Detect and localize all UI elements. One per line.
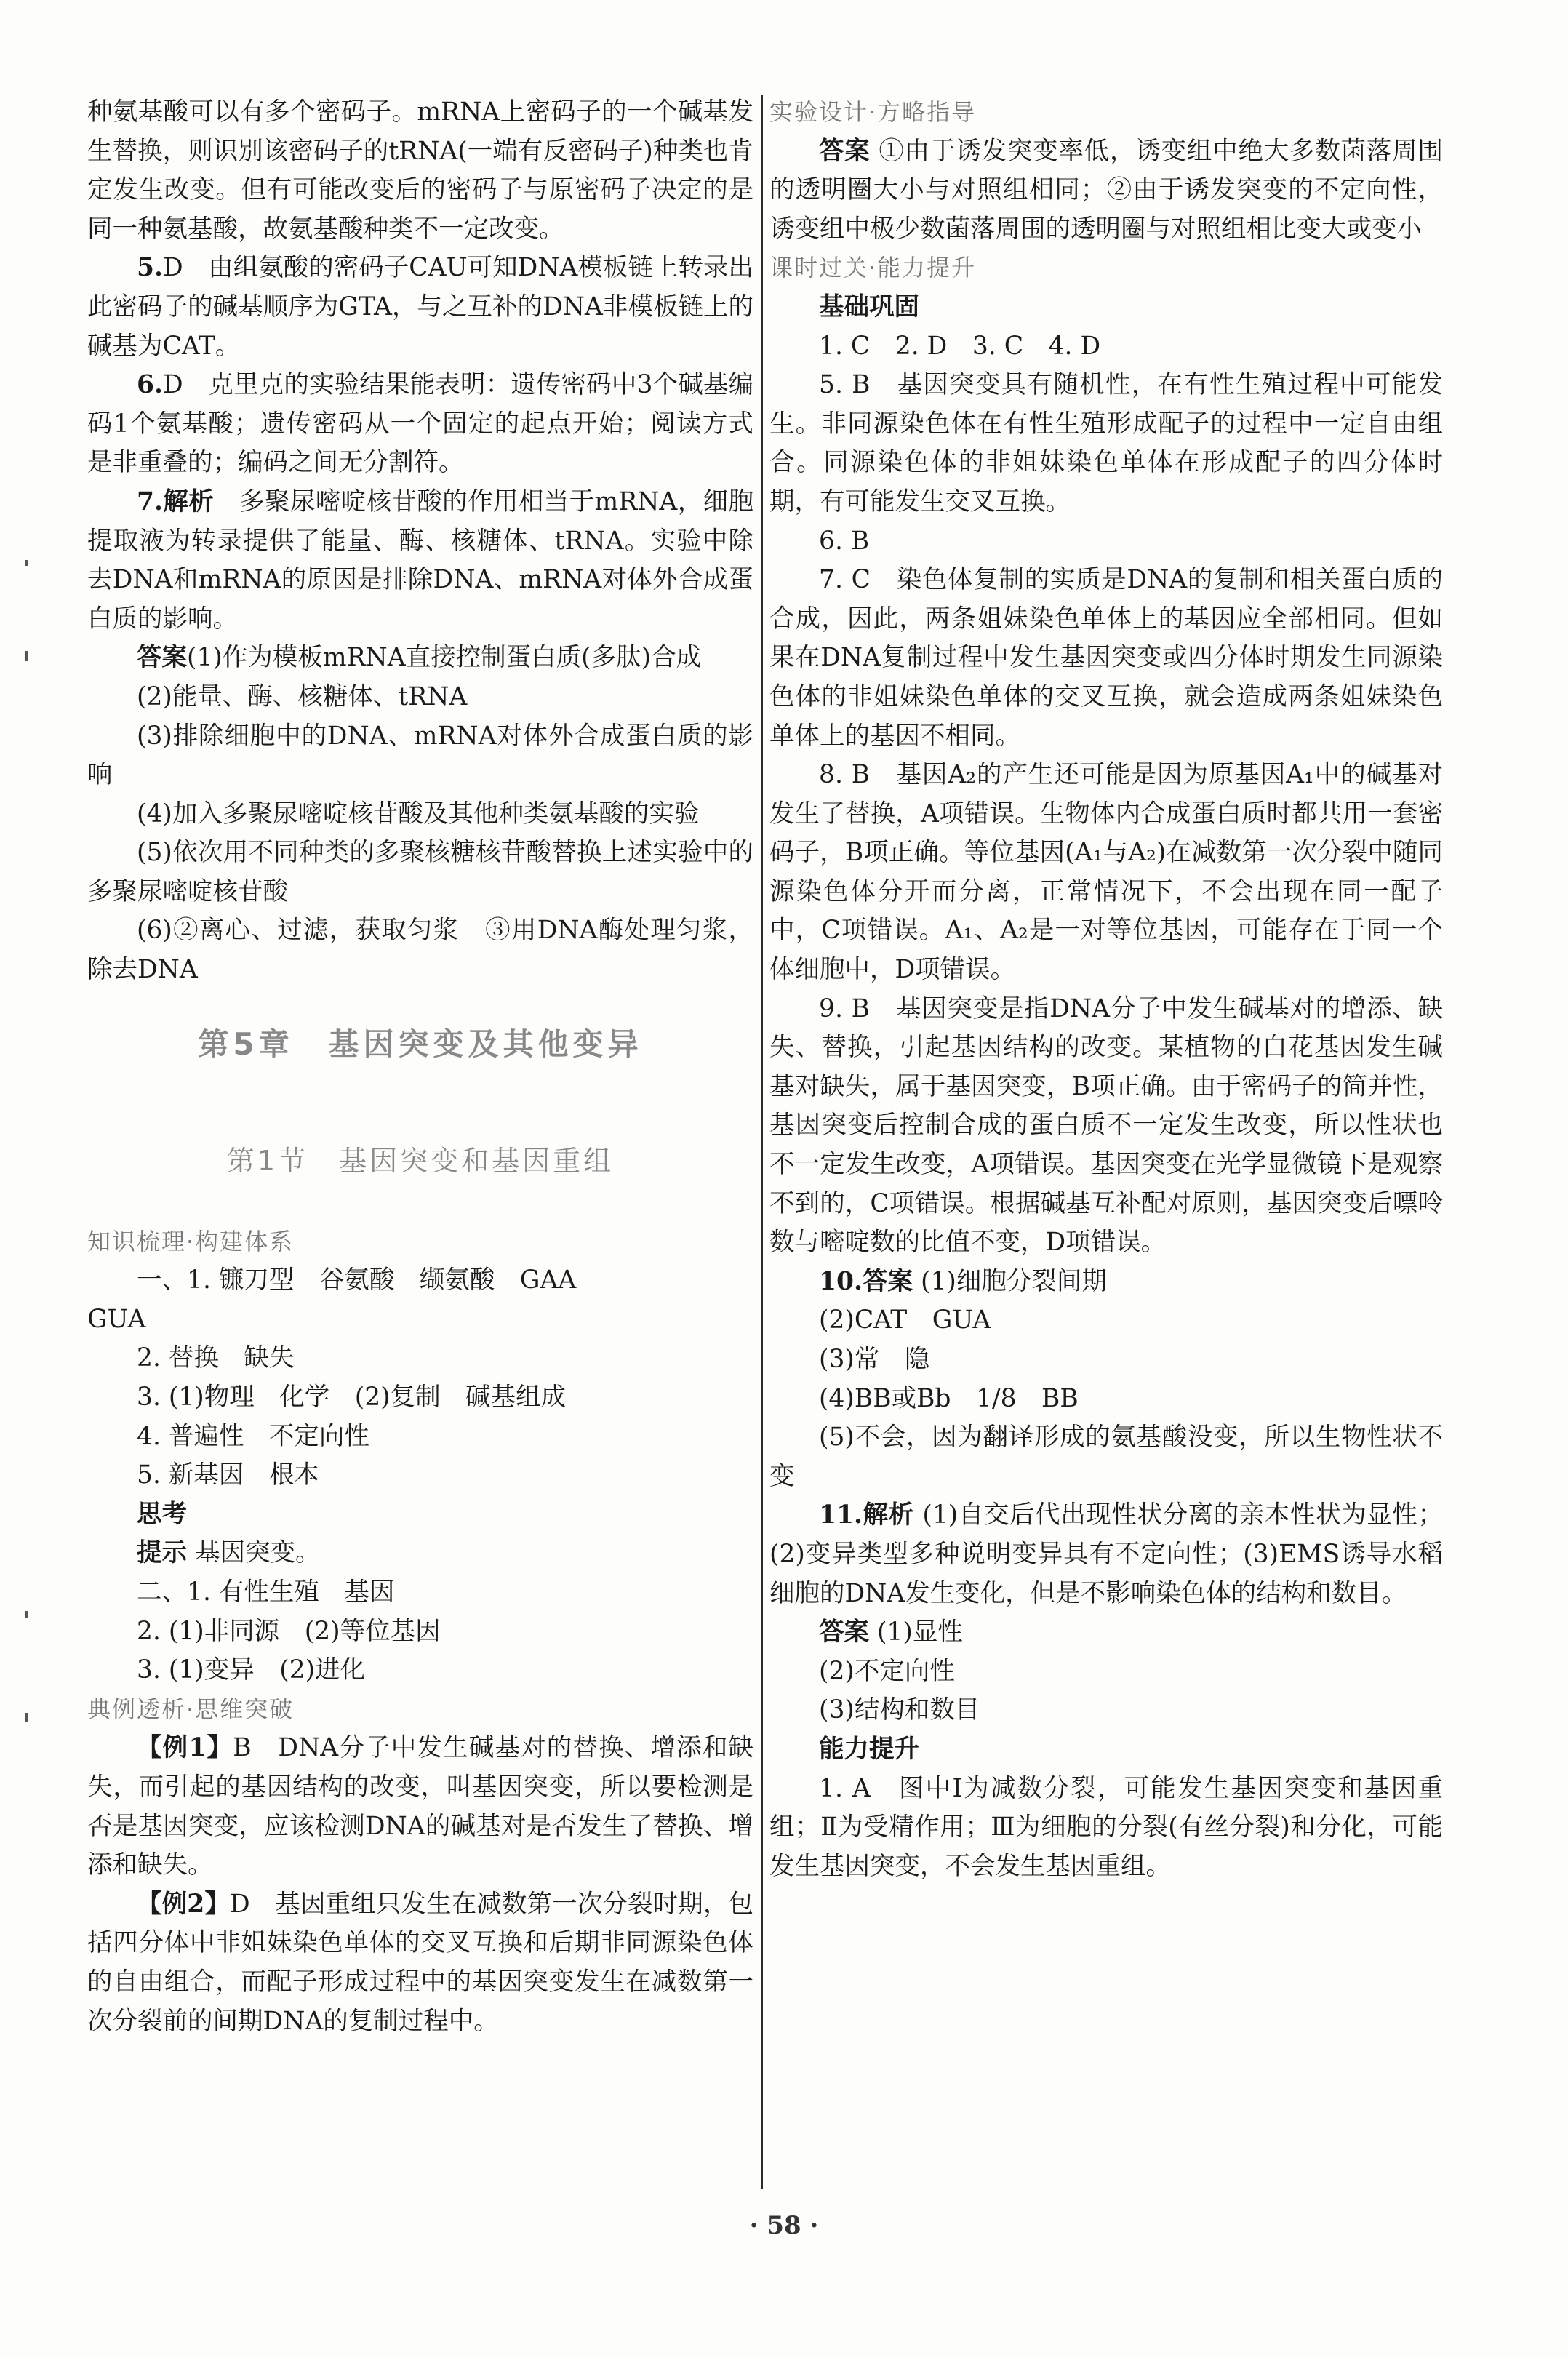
right-column [769,93,1443,1886]
example-1 [87,1729,753,1885]
answer-item: 1. A 图中Ⅰ为减数分裂，可能发生基因突变和基因重组；Ⅱ为受精作用；Ⅲ为细胞的分裂(有丝分裂)和分化，可能发生基因突变，不会发生基因重组。 [769,1773,1443,1881]
answer-line: (2)能量、酶、核糖体、tRNA [137,682,468,711]
answer-text: (1)显性 [869,1618,963,1647]
section-title: 第1节 基因突变和基因重组 [226,1144,615,1177]
answer-label: 答案 [863,1266,913,1296]
answer-item: 5. B 基因突变具有随机性，在有性生殖过程中可能发生。非同源染色体在有性生殖形成配子的过程中一定自由组合。同源染色体的非姐妹染色单体在形成配子的四分体时期，有可能发生交叉互换。 [769,370,1443,516]
answer-line: (2)不定向性 [819,1656,955,1686]
item-number: 11. [819,1500,863,1530]
answer-line: (3)排除细胞中的DNA、mRNA对体外合成蛋白质的影响 [87,721,753,790]
section-heading-after-class: 课时过关·能力提升 [769,254,977,282]
answer-item: 8. B 基因A₂的产生还可能是因为原基因A₁中的碱基对发生了替换，A项错误。生物体内合成蛋白质时都共用一套密码子，B项正确。等位基因(A₁与A₂)在减数第一次分裂中随同源染色体分开而分离，正常情况下，不会出现在同一配子中，C项错误。A₁、A₂是一对等位基因，可能存在于同一个体细胞中，D项错误。 [769,760,1443,985]
example-text: B DNA分子中发生碱基对的替换、增添和缺失，而引起的基因结构的改变，叫基因突变，所以要检测是否是基因突变，应该检测DNA的碱基对是否发生了替换、增添和缺失。 [87,1733,753,1880]
answer-item-6 [87,366,753,483]
hint-text: 基因突变。 [187,1538,321,1568]
answer-line: (3)常 隐 [819,1345,930,1374]
answer-label: 答案 [819,136,871,166]
answer-item-10 [769,1263,1443,1302]
answer-line [87,639,753,678]
knowledge-line: 4. 普遍性 不定向性 [137,1421,369,1451]
answer-item-5 [87,249,753,366]
knowledge-line: 5. 新基因 根本 [137,1460,319,1490]
knowledge-line: 2. 替换 缺失 [137,1343,295,1373]
item-number: 6. [137,370,164,400]
design-answer [769,132,1443,249]
answer-item: 1. C 2. D 3. C 4. D [819,331,1101,361]
column-divider [761,95,763,2189]
answer-label: 答案 [819,1618,869,1647]
item-text: D 由组氨酸的密码子CAU可知DNA模板链上转录出此密码子的碱基顺序为GTA，与之互补的DNA非模板链上的碱基为CAT。 [87,253,753,361]
hint-line [87,1534,753,1573]
subheading-ability: 能力提升 [819,1734,919,1764]
answer-line: (3)结构和数目 [819,1695,980,1725]
knowledge-line: 3. (1)物理 化学 (2)复制 碱基组成 [137,1383,567,1412]
answer-item: 7. C 染色体复制的实质是DNA的复制和相关蛋白质的合成，因此，两条姐妹染色单体上的基因应全部相同。但如果在DNA复制过程中发生基因突变或四分体时期发生同源染色体的非姐妹染色单体的交叉互换，就会造成两条姐妹染色单体上的基因不相同。 [769,565,1443,751]
item-number: 7. [137,487,164,516]
knowledge-line: 3. (1)变异 (2)进化 [137,1655,366,1685]
knowledge-line: 二、1. 有性生殖 基因 [137,1578,395,1607]
example-label: 【例1】 [137,1733,233,1763]
example-2 [87,1885,753,2041]
item-text: (1)自交后代出现性状分离的亲本性状为显性；(2)变异类型多种说明变异具有不定向性；(3)EMS诱导水稻细胞的DNA发生变化，但是不影响染色体的结构和数目。 [769,1500,1443,1608]
margin-mark [25,1713,28,1722]
subheading-basic: 基础巩固 [819,292,919,321]
margin-mark [25,560,28,566]
answer-line: (4)加入多聚尿嘧啶核苷酸及其他种类氨基酸的实验 [137,799,700,828]
analysis-label: 解析 [863,1500,914,1530]
answer-text: ①由于诱发突变率低，诱变组中绝大多数菌落周围的透明圈大小与对照组相同；②由于诱发突变的不定向性，诱变组中极少数菌落周围的透明圈与对照组相比变大或变小 [769,136,1444,244]
chapter-title: 第5章 基因突变及其他变异 [198,1026,643,1062]
answer-line: (4)BB或Bb 1/8 BB [819,1383,1079,1413]
answer-item: 6. B [819,526,870,556]
section-heading-design: 实验设计·方略指导 [769,98,977,126]
item-text: D 克里克的实验结果能表明：遗传密码中3个碱基编码1个氨基酸；遗传密码从一个固定的起点开始；阅读方式是非重叠的；编码之间无分割符。 [87,370,753,478]
answer-item-7 [87,483,753,639]
answer-item-11 [769,1496,1443,1613]
item-number: 10. [819,1266,863,1296]
knowledge-line: 2. (1)非同源 (2)等位基因 [137,1616,441,1646]
hint-label: 提示 [137,1538,187,1568]
knowledge-line: GUA [87,1304,146,1334]
answer-label: 答案 [137,643,187,673]
margin-mark [25,1611,28,1618]
left-column [87,93,753,2041]
answer-line: (5)依次用不同种类的多聚核糖核苷酸替换上述实验中的多聚尿嘧啶核苷酸 [87,838,753,906]
think-heading: 思考 [137,1499,187,1529]
knowledge-line: 一、1. 镰刀型 谷氨酸 缬氨酸 GAA [137,1266,577,1295]
answer-line: (6)②离心、过滤，获取匀浆 ③用DNA酶处理匀浆，除去DNA [87,916,753,985]
item-text: (1)细胞分裂间期 [913,1266,1107,1296]
section-heading-example: 典例透析·思维突破 [87,1695,295,1723]
answer-line: (5)不会，因为翻译形成的氨基酸没变，所以生物性状不变 [769,1423,1443,1491]
answer-item: 9. B 基因突变是指DNA分子中发生碱基对的增添、缺失、替换，引起基因结构的改变。某植物的白花基因发生碱基对缺失，属于基因突变，B项正确。由于密码子的简并性，基因突变后控制合成的蛋白质不一定发生改变，所以性状也不一定发生改变，A项错误。基因突变在光学显微镜下是观察不到的，C项错误。根据碱基互补配对原则，基因突变后嘌呤数与嘧啶数的比值不变，D项错误。 [769,994,1443,1258]
example-label: 【例2】 [137,1889,230,1919]
page-number: · 58 · [749,2211,819,2240]
answer-line [769,1613,1443,1652]
item-number: 5. [137,253,164,283]
item-text: 多聚尿嘧啶核苷酸的作用相当于mRNA，细胞提取液为转录提供了能量、酶、核糖体、tRNA。实验中除去DNA和mRNA的原因是排除DNA、mRNA对体外合成蛋白质的影响。 [87,487,753,634]
paragraph: 种氨基酸可以有多个密码子。mRNA上密码子的一个碱基发生替换，则识别该密码子的tRNA(一端有反密码子)种类也肯定发生改变。但有可能改变后的密码子与原密码子决定的是同一种氨基酸，故氨基酸种类不一定改变。 [87,97,753,244]
answer-line: (2)CAT GUA [819,1306,991,1335]
answer-text: (1)作为模板mRNA直接控制蛋白质(多肽)合成 [187,643,702,673]
section-heading-knowledge: 知识梳理·构建体系 [87,1227,295,1255]
margin-mark [25,651,28,661]
analysis-label: 解析 [163,487,215,516]
example-text: D 基因重组只发生在减数第一次分裂时期，包括四分体中非姐妹染色单体的交叉互换和后期非同源染色体的自由组合，而配子形成过程中的基因突变发生在减数第一次分裂前的间期DNA的复制过程中。 [87,1889,753,2036]
